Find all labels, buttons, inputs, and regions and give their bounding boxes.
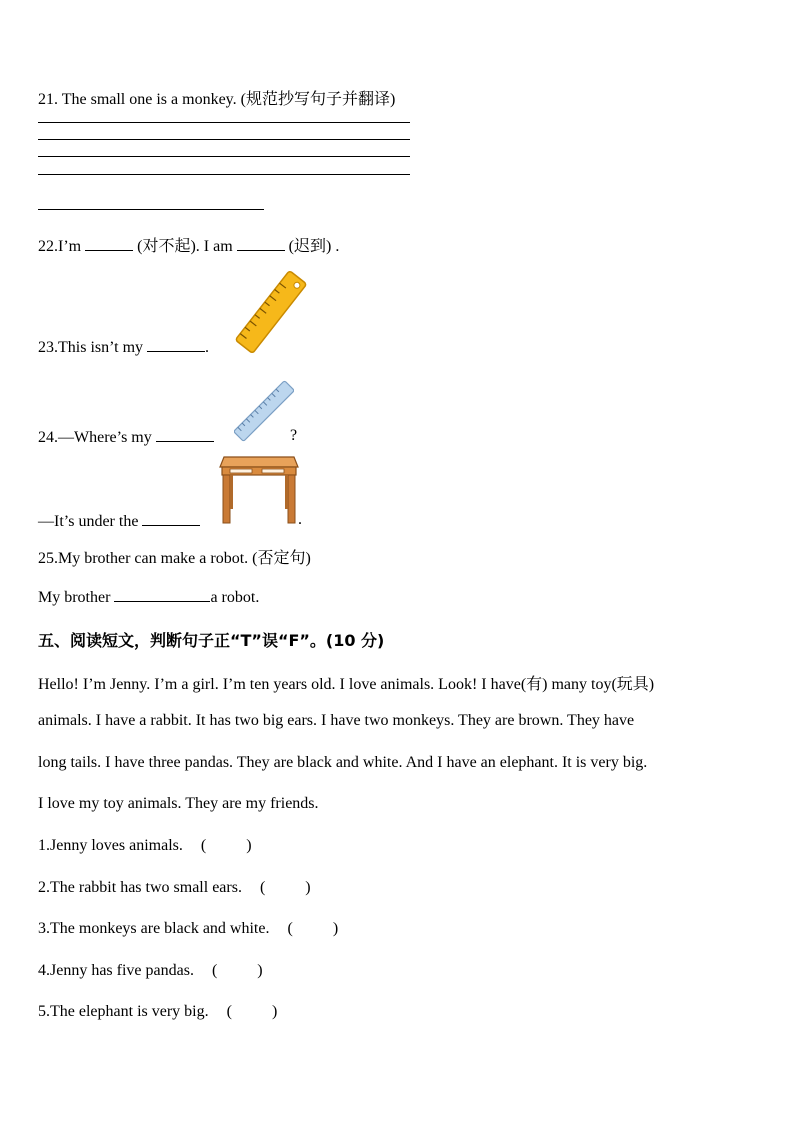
statement-2 bbox=[38, 879, 311, 897]
passage-line: I love my toy animals. They are my friends. bbox=[38, 795, 319, 812]
answer-parentheses[interactable]: ( ) bbox=[200, 837, 252, 854]
q24b-text: —It’s under the bbox=[38, 513, 139, 530]
statement-text: 4.Jenny has five pandas. bbox=[38, 962, 194, 979]
statement-5 bbox=[38, 1003, 277, 1021]
q22-hint-2: (迟到) . bbox=[288, 238, 340, 255]
passage-line: animals. I have a rabbit. It has two big ears. I have two monkeys. They are brown. They have bbox=[38, 712, 635, 729]
question-25-answer bbox=[38, 587, 259, 607]
writing-line[interactable] bbox=[38, 156, 410, 157]
writing-line[interactable] bbox=[38, 209, 264, 210]
q23-text: 23.This isn’t my bbox=[38, 339, 144, 356]
statement-4 bbox=[38, 962, 263, 980]
answer-blank[interactable] bbox=[147, 337, 205, 352]
answer-blank[interactable] bbox=[156, 427, 214, 442]
ruler-icon bbox=[234, 271, 308, 353]
statement-text: 3.The monkeys are black and white. bbox=[38, 920, 270, 937]
answer-parentheses[interactable]: ( ) bbox=[287, 920, 339, 937]
q23-end: . bbox=[205, 339, 210, 356]
question-22 bbox=[38, 233, 339, 256]
q22-text-1: 22.I’m bbox=[38, 238, 82, 255]
passage-line: Hello! I’m Jenny. I’m a girl. I’m ten years old. I love animals. Look! I have(有) many toy(玩具) bbox=[38, 676, 655, 693]
ruler-icon bbox=[234, 380, 294, 442]
answer-parentheses[interactable]: ( ) bbox=[211, 962, 263, 979]
writing-line[interactable] bbox=[38, 122, 410, 123]
question-25: 25.My brother can make a robot. (否定句) bbox=[38, 550, 311, 567]
answer-blank[interactable] bbox=[237, 236, 285, 251]
statement-3 bbox=[38, 920, 338, 938]
q25b-start: My brother bbox=[38, 589, 111, 606]
answer-blank[interactable] bbox=[114, 587, 210, 602]
desk-icon bbox=[218, 453, 300, 525]
statement-1 bbox=[38, 837, 252, 855]
section-5-title: 五、阅读短文，判断句子正“T”误“F”。(10 分) bbox=[38, 631, 385, 650]
question-24-answer bbox=[38, 511, 200, 531]
question-21: 21. The small one is a monkey. (规范抄写句子并翻译) bbox=[38, 91, 396, 108]
answer-blank[interactable] bbox=[85, 236, 133, 251]
q24-end: ? bbox=[290, 427, 298, 444]
q22-hint-1: (对不起). I am bbox=[137, 238, 233, 255]
q24-text: 24.—Where’s my bbox=[38, 429, 152, 446]
passage-line: long tails. I have three pandas. They are black and white. And I have an elephant. It is very big. bbox=[38, 754, 648, 771]
q24b-end: . bbox=[298, 511, 302, 528]
statement-text: 5.The elephant is very big. bbox=[38, 1003, 209, 1020]
question-24 bbox=[38, 427, 214, 447]
statement-text: 1.Jenny loves animals. bbox=[38, 837, 183, 854]
writing-line[interactable] bbox=[38, 139, 410, 140]
question-23 bbox=[38, 337, 209, 357]
writing-line[interactable] bbox=[38, 174, 410, 175]
statement-text: 2.The rabbit has two small ears. bbox=[38, 879, 242, 896]
answer-parentheses[interactable]: ( ) bbox=[226, 1003, 278, 1020]
answer-parentheses[interactable]: ( ) bbox=[259, 879, 311, 896]
answer-blank[interactable] bbox=[142, 511, 200, 526]
q25b-end: a robot. bbox=[210, 589, 260, 606]
